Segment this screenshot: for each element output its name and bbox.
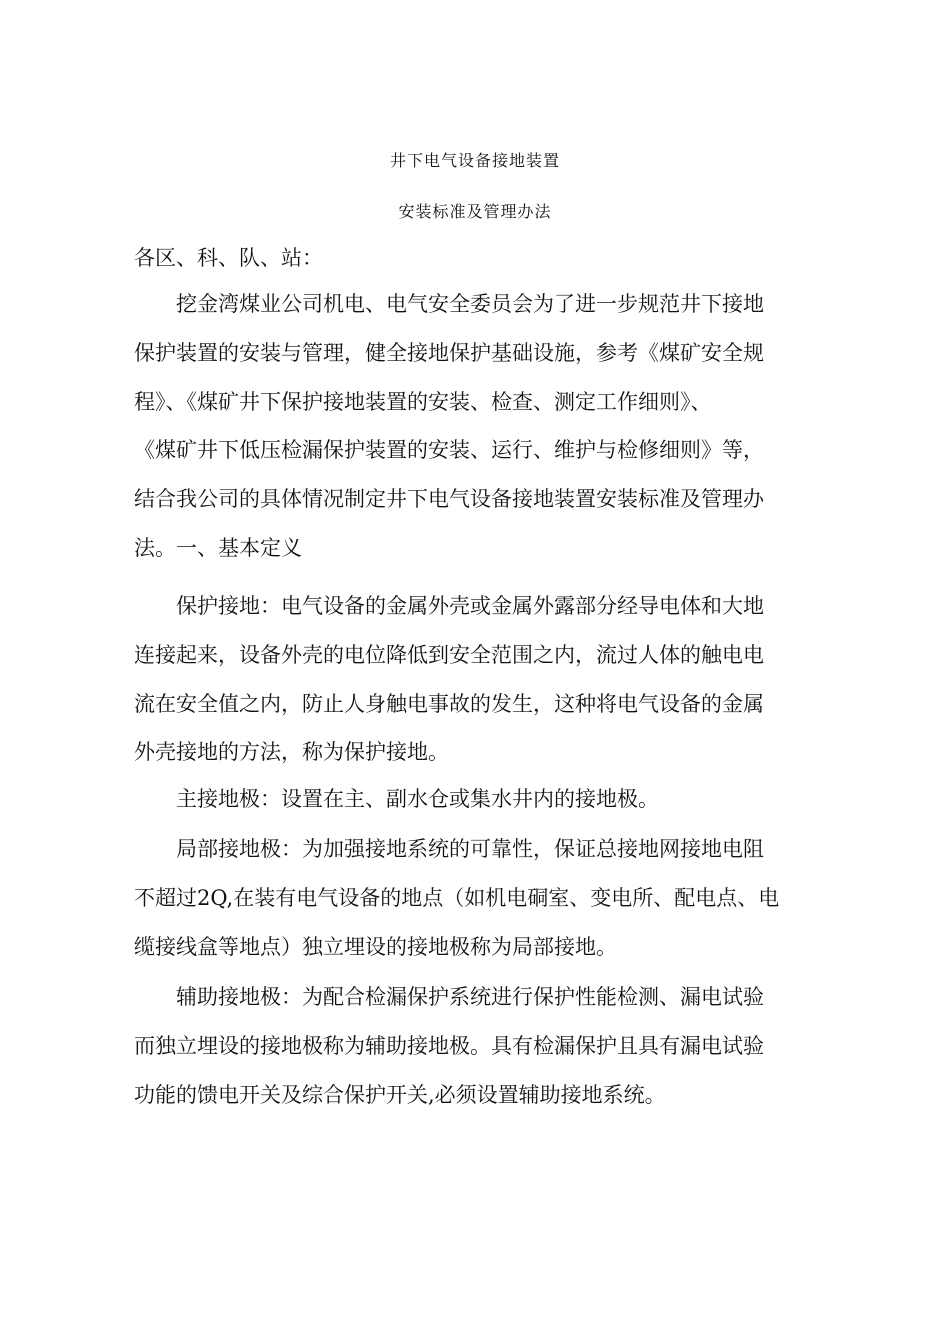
paragraph-protective-grounding (134, 582, 820, 777)
paragraph-line: 保护接地：电气设备的金属外壳或金属外露部分经导电体和大地 (176, 594, 764, 618)
paragraph-introduction (134, 280, 820, 573)
paragraph-line: 挖金湾煤业公司机电、电气安全委员会为了进一步规范井下接地 (176, 292, 764, 316)
paragraph-line: 主接地极：设置在主、副水仓或集水井内的接地极。 (176, 787, 659, 811)
paragraph-line: 连接起来，设备外壳的电位降低到安全范围之内，流过人体的触电电 (134, 642, 764, 667)
paragraph-line: 不超过2Q,在装有电气设备的地点（如机电硐室、变电所、配电点、电 (134, 885, 780, 910)
paragraph-line: 外壳接地的方法，称为保护接地。 (134, 740, 449, 765)
paragraph-auxiliary-ground-electrode (134, 973, 820, 1119)
paragraph-line: 法。一、基本定义 (134, 535, 302, 560)
paragraph-line: 结合我公司的具体情况制定井下电气设备接地装置安装标准及管理办 (134, 487, 764, 512)
paragraph-main-ground-electrode (134, 775, 820, 824)
paragraph-line: 而独立埋设的接地极称为辅助接地极。具有检漏保护且具有漏电试验 (134, 1033, 764, 1058)
paragraph-line: 《煤矿井下低压检漏保护装置的安装、运行、维护与检修细则》等， (134, 438, 764, 463)
document-title-line-1: 井下电气设备接地装置 (389, 151, 560, 170)
paragraph-line: 局部接地极：为加强接地系统的可靠性，保证总接地网接地电阻 (176, 837, 764, 861)
paragraph-line: 缆接线盒等地点）独立埋设的接地极称为局部接地。 (134, 934, 617, 959)
salutation: 各区、科、队、站： (134, 246, 323, 270)
document-title-line-2: 安装标准及管理办法 (398, 202, 552, 221)
paragraph-local-ground-electrode (134, 825, 820, 971)
paragraph-line: 辅助接地极：为配合检漏保护系统进行保护性能检测、漏电试验 (176, 985, 764, 1009)
paragraph-line: 流在安全值之内，防止人身触电事故的发生，这种将电气设备的金属 (134, 691, 764, 716)
paragraph-line: 保护装置的安装与管理，健全接地保护基础设施，参考《煤矿安全规 (134, 340, 764, 365)
paragraph-line: 程》、《煤矿井下保护接地装置的安装、检查、测定工作细则》、 (134, 389, 712, 414)
paragraph-line: 功能的馈电开关及综合保护开关,必须设置辅助接地系统。 (134, 1082, 666, 1107)
